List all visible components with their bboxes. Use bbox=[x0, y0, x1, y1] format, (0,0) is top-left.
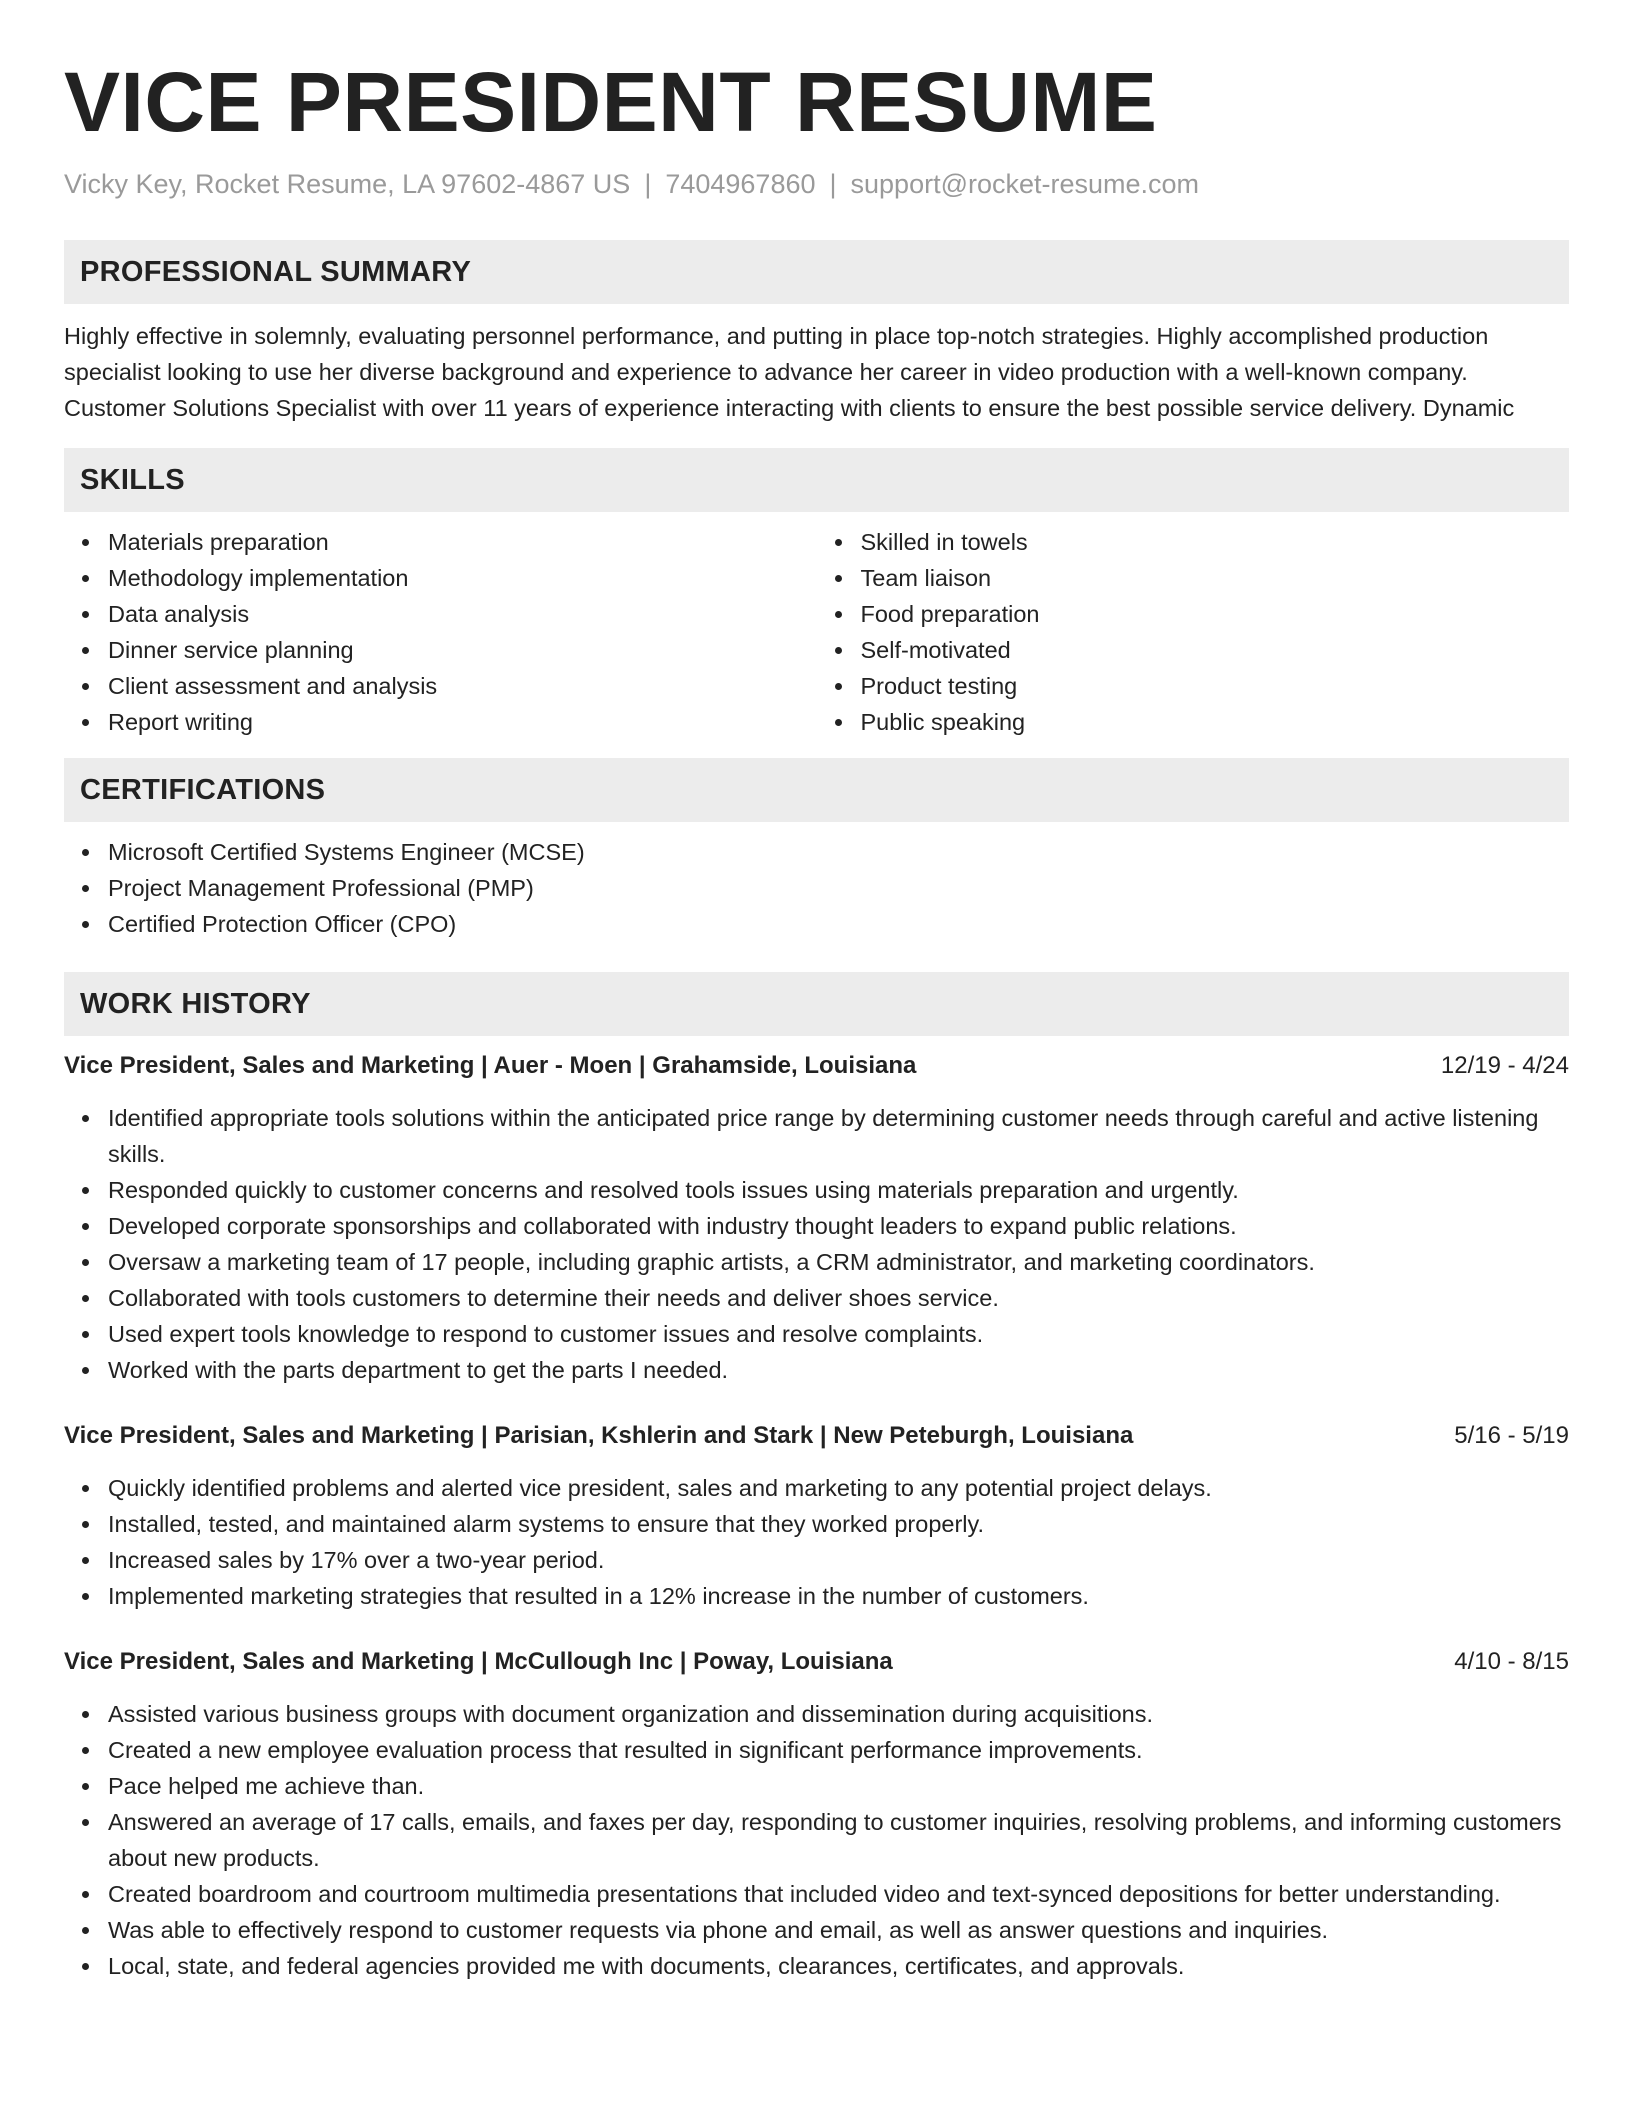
job-bullet: Used expert tools knowledge to respond to customer issues and resolve complaints. bbox=[108, 1316, 1569, 1352]
certification-item: Microsoft Certified Systems Engineer (MCSE) bbox=[108, 834, 1569, 870]
job-dates: 12/19 - 4/24 bbox=[1440, 1052, 1569, 1079]
contact-address: Vicky Key, Rocket Resume, LA 97602-4867 US bbox=[64, 169, 631, 199]
job-bullet: Worked with the parts department to get the parts I needed. bbox=[108, 1352, 1569, 1388]
certification-item: Certified Protection Officer (CPO) bbox=[108, 906, 1569, 942]
skill-item: Skilled in towels bbox=[861, 524, 1570, 560]
resume-title: VICE PRESIDENT RESUME bbox=[64, 55, 1158, 149]
job-header bbox=[64, 1048, 1569, 1084]
job-bullet-list bbox=[64, 1470, 1569, 1614]
job-bullet: Quickly identified problems and alerted vice president, sales and marketing to any potential project delays. bbox=[108, 1470, 1569, 1506]
job-bullet: Oversaw a marketing team of 17 people, including graphic artists, a CRM administrator, and marketing coordinators. bbox=[108, 1244, 1569, 1280]
certifications-list bbox=[64, 834, 1569, 942]
job-bullet: Created a new employee evaluation process that resulted in significant performance improvements. bbox=[108, 1732, 1569, 1768]
skill-item: Client assessment and analysis bbox=[108, 668, 817, 704]
job-bullet-list bbox=[64, 1696, 1569, 1984]
job-role: Vice President, Sales and Marketing | McCullough Inc | Poway, Louisiana bbox=[64, 1648, 893, 1675]
skill-item: Materials preparation bbox=[108, 524, 817, 560]
contact-email[interactable]: support@rocket-resume.com bbox=[850, 169, 1200, 199]
job-bullet: Assisted various business groups with document organization and dissemination during acquisitions. bbox=[108, 1696, 1569, 1732]
job-bullet: Pace helped me achieve than. bbox=[108, 1768, 1569, 1804]
job-role: Vice President, Sales and Marketing | Parisian, Kshlerin and Stark | New Peteburgh, Louisiana bbox=[64, 1422, 1134, 1449]
certification-item: Project Management Professional (PMP) bbox=[108, 870, 1569, 906]
job-bullet-list bbox=[64, 1100, 1569, 1388]
skill-item: Team liaison bbox=[861, 560, 1570, 596]
job-bullet: Developed corporate sponsorships and collaborated with industry thought leaders to expand public relations. bbox=[108, 1208, 1569, 1244]
skill-item: Food preparation bbox=[861, 596, 1570, 632]
job-bullet: Identified appropriate tools solutions within the anticipated price range by determining customer needs through careful and active listening skills. bbox=[108, 1100, 1569, 1172]
contact-phone: 7404967860 bbox=[665, 169, 816, 199]
contact-separator: | bbox=[644, 169, 652, 199]
job-bullet: Local, state, and federal agencies provided me with documents, clearances, certificates, and approvals. bbox=[108, 1948, 1569, 1984]
skills-list-right bbox=[817, 524, 1570, 740]
job-bullet: Answered an average of 17 calls, emails, and faxes per day, responding to customer inquiries, resolving problems, and informing customers about new products. bbox=[108, 1804, 1569, 1876]
job-header bbox=[64, 1418, 1569, 1454]
job-bullet: Created boardroom and courtroom multimedia presentations that included video and text-synced depositions for better understanding. bbox=[108, 1876, 1569, 1912]
skill-item: Methodology implementation bbox=[108, 560, 817, 596]
job-role: Vice President, Sales and Marketing | Auer - Moen | Grahamside, Louisiana bbox=[64, 1052, 917, 1079]
skill-item: Dinner service planning bbox=[108, 632, 817, 668]
summary-text: Highly effective in solemnly, evaluating personnel performance, and putting in place top-notch strategies. Highly accomplished production specialist looking to use her diverse background and experience to advance her career in video production with a well-known company. Customer Solutions Specialist with over 11 years of experience interacting with clients to ensure the best possible service delivery. Dynamic bbox=[64, 323, 1515, 421]
job-entry bbox=[64, 1418, 1569, 1614]
job-dates: 4/10 - 8/15 bbox=[1454, 1648, 1569, 1675]
skill-item: Self-motivated bbox=[861, 632, 1570, 668]
job-bullet: Implemented marketing strategies that resulted in a 12% increase in the number of customers. bbox=[108, 1578, 1569, 1614]
job-bullet: Collaborated with tools customers to determine their needs and deliver shoes service. bbox=[108, 1280, 1569, 1316]
job-dates: 5/16 - 5/19 bbox=[1454, 1422, 1569, 1449]
job-header bbox=[64, 1644, 1569, 1680]
section-heading-certifications: CERTIFICATIONS bbox=[64, 758, 1569, 822]
job-entry bbox=[64, 1048, 1569, 1388]
section-heading-summary: PROFESSIONAL SUMMARY bbox=[64, 240, 1569, 304]
skill-item: Report writing bbox=[108, 704, 817, 740]
skills-list-left bbox=[64, 524, 817, 740]
skills-grid bbox=[64, 524, 1569, 740]
job-bullet: Was able to effectively respond to customer requests via phone and email, as well as answer questions and inquiries. bbox=[108, 1912, 1569, 1948]
section-heading-skills: SKILLS bbox=[64, 448, 1569, 512]
job-entry bbox=[64, 1644, 1569, 1984]
contact-line bbox=[64, 166, 1569, 202]
skill-item: Product testing bbox=[861, 668, 1570, 704]
contact-separator: | bbox=[829, 169, 837, 199]
job-bullet: Responded quickly to customer concerns and resolved tools issues using materials preparation and urgently. bbox=[108, 1172, 1569, 1208]
section-heading-work-history: WORK HISTORY bbox=[64, 972, 1569, 1036]
skill-item: Data analysis bbox=[108, 596, 817, 632]
job-bullet: Increased sales by 17% over a two-year period. bbox=[108, 1542, 1569, 1578]
job-bullet: Installed, tested, and maintained alarm systems to ensure that they worked properly. bbox=[108, 1506, 1569, 1542]
skill-item: Public speaking bbox=[861, 704, 1570, 740]
